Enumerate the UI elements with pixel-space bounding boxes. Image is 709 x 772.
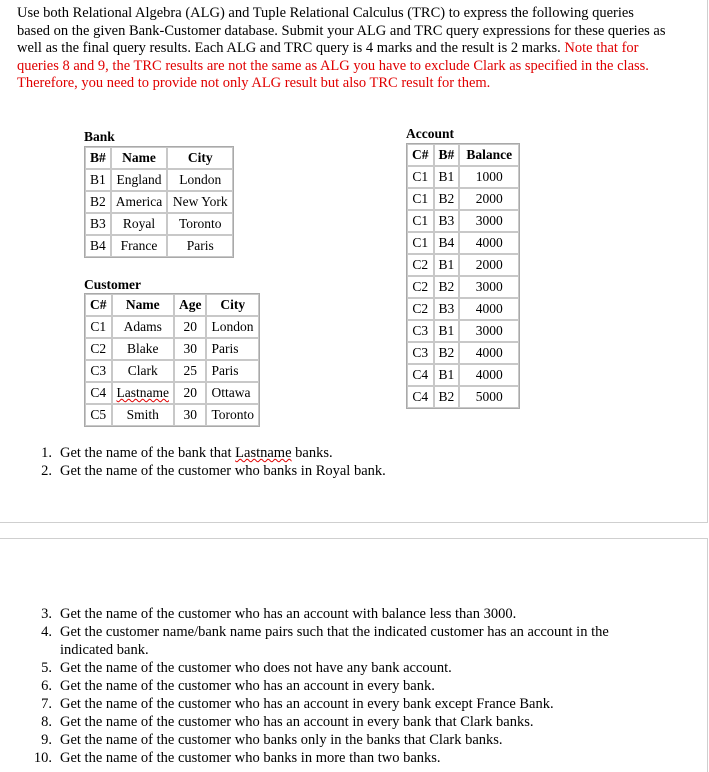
query-number: 8.: [41, 714, 52, 730]
table-cell: B2: [434, 276, 460, 298]
table-cell: London: [167, 169, 233, 191]
query-text: Get the name of the customer who banks in more than two banks.: [60, 750, 441, 766]
column-header: C#: [407, 144, 434, 166]
table-cell: C1: [407, 232, 434, 254]
header-row: [407, 144, 519, 166]
column-header: Name: [111, 147, 167, 169]
table-cell: B4: [434, 232, 460, 254]
table-cell: B3: [434, 298, 460, 320]
table-cell: Royal: [111, 213, 167, 235]
table-cell: 4000: [459, 364, 519, 386]
table-row: [407, 298, 519, 320]
table-cell: Paris: [206, 360, 259, 382]
table-row: [85, 213, 233, 235]
table-row: [407, 210, 519, 232]
query-text: Get the name of the customer who has an account in every bank.: [60, 678, 435, 694]
table-cell: 2000: [459, 254, 519, 276]
table-cell: 25: [174, 360, 207, 382]
table-cell: B3: [85, 213, 111, 235]
table-cell: 3000: [459, 320, 519, 342]
table-row: [407, 364, 519, 386]
query-text: Get the name of the customer who banks in Royal bank.: [60, 463, 386, 479]
query-number: 10.: [33, 750, 52, 766]
table-cell: B2: [434, 342, 460, 364]
table-cell: Paris: [167, 235, 233, 257]
table-cell: 3000: [459, 210, 519, 232]
query-text-end: banks.: [291, 445, 333, 461]
table-cell: America: [111, 191, 167, 213]
table-cell: C3: [85, 360, 112, 382]
table-cell: 5000: [459, 386, 519, 408]
table-cell: New York: [167, 191, 233, 213]
query-text: Get the name of the customer who has an account in every bank that Clark banks.: [60, 714, 534, 730]
query-number: 1.: [41, 445, 52, 461]
column-header: C#: [85, 294, 112, 316]
table-cell: Clark: [112, 360, 174, 382]
table-cell: B2: [434, 386, 460, 408]
table-cell: B1: [434, 254, 460, 276]
header-row: [85, 294, 259, 316]
table-cell: B3: [434, 210, 460, 232]
table-cell: C4: [85, 382, 112, 404]
query-item: [17, 462, 687, 480]
table-cell: C2: [85, 338, 112, 360]
table-cell: C1: [85, 316, 112, 338]
column-header: City: [206, 294, 259, 316]
table-row: [85, 191, 233, 213]
table-cell: B2: [85, 191, 111, 213]
column-header: Balance: [459, 144, 519, 166]
table-cell: 30: [174, 338, 207, 360]
table-cell: B2: [434, 188, 460, 210]
table-cell: Toronto: [167, 213, 233, 235]
table-cell: C1: [407, 188, 434, 210]
table-row: [407, 342, 519, 364]
query-list-page1: [17, 444, 687, 480]
table-cell: C4: [407, 386, 434, 408]
query-list-page2: [17, 605, 657, 767]
account-table: [406, 143, 520, 409]
table-row: [407, 232, 519, 254]
table-cell: C4: [407, 364, 434, 386]
query-item: [17, 695, 657, 713]
query-number: 4.: [41, 624, 52, 640]
table-cell: B1: [434, 364, 460, 386]
table-row: [407, 188, 519, 210]
table-row: [407, 276, 519, 298]
table-row: [85, 382, 259, 404]
table-cell: C1: [407, 166, 434, 188]
query-item: [17, 659, 657, 677]
query-number: 3.: [41, 606, 52, 622]
query-item: [17, 677, 657, 695]
account-table-title: Account: [406, 126, 454, 141]
column-header: B#: [434, 144, 460, 166]
table-cell: 4000: [459, 342, 519, 364]
table-cell: Adams: [112, 316, 174, 338]
query-number: 9.: [41, 732, 52, 748]
table-cell: 4000: [459, 298, 519, 320]
column-header: Age: [174, 294, 207, 316]
intro-text: Use both Relational Algebra (ALG) and Tuple Relational Calculus (TRC) to express the following queries based on the given Bank-Customer database. Submit your ALG and TRC query expressions for these queries as well as the final query results. Each ALG and TRC query is 4 marks and the result is 2 marks.: [17, 5, 666, 56]
table-cell: 3000: [459, 276, 519, 298]
table-cell: Ottawa: [206, 382, 259, 404]
customer-table-title: Customer: [84, 277, 141, 292]
customer-table: [84, 293, 260, 427]
column-header: B#: [85, 147, 111, 169]
query-text: Get the customer name/bank name pairs such that the indicated customer has an account in the indicated bank.: [60, 624, 609, 658]
query-text: Get the name of the customer who banks only in the banks that Clark banks.: [60, 732, 503, 748]
table-row: [407, 166, 519, 188]
table-cell: Paris: [206, 338, 259, 360]
table-row: [407, 254, 519, 276]
header-row: [85, 147, 233, 169]
query-text: Get the name of the customer who has an account with balance less than 3000.: [60, 606, 517, 622]
bank-table-title: Bank: [84, 129, 115, 144]
table-cell: C1: [407, 210, 434, 232]
table-cell: London: [206, 316, 259, 338]
table-cell: England: [111, 169, 167, 191]
table-row: [85, 404, 259, 426]
query-text: Get the name of the customer who has an account in every bank except France Bank.: [60, 696, 554, 712]
table-cell: B1: [434, 166, 460, 188]
table-cell: 4000: [459, 232, 519, 254]
query-number: 2.: [41, 463, 52, 479]
table-cell: C2: [407, 276, 434, 298]
misspelled-word: Lastname: [235, 445, 292, 461]
query-item: [17, 731, 657, 749]
query-item: [17, 713, 657, 731]
intro-note: Note that for queries 8 and 9, the TRC results are not the same as ALG you have to exclude Clark as specified in the class. Therefore, you need to provide not only ALG result but also TRC result for them.: [17, 40, 649, 91]
table-row: [407, 320, 519, 342]
table-cell: B1: [434, 320, 460, 342]
query-number: 7.: [41, 696, 52, 712]
table-cell: C2: [407, 254, 434, 276]
column-header: City: [167, 147, 233, 169]
misspelled-word: Lastname: [116, 385, 169, 400]
query-item: [17, 444, 687, 462]
query-number: 6.: [41, 678, 52, 694]
query-item: [17, 623, 657, 659]
table-row: [407, 386, 519, 408]
intro-paragraph: [17, 5, 667, 93]
table-cell: 20: [174, 316, 207, 338]
table-cell: [112, 382, 174, 404]
table-cell: B4: [85, 235, 111, 257]
table-cell: France: [111, 235, 167, 257]
table-cell: C3: [407, 342, 434, 364]
table-row: [85, 360, 259, 382]
table-row: [85, 169, 233, 191]
query-item: [17, 605, 657, 623]
query-text: Get the name of the bank that: [60, 445, 236, 461]
query-number: 5.: [41, 660, 52, 676]
table-row: [85, 235, 233, 257]
table-cell: C5: [85, 404, 112, 426]
table-cell: B1: [85, 169, 111, 191]
table-row: [85, 338, 259, 360]
table-cell: Smith: [112, 404, 174, 426]
bank-table: [84, 146, 234, 258]
table-cell: 20: [174, 382, 207, 404]
query-text: Get the name of the customer who does not have any bank account.: [60, 660, 452, 676]
column-header: Name: [112, 294, 174, 316]
table-cell: 2000: [459, 188, 519, 210]
table-cell: C3: [407, 320, 434, 342]
table-cell: Toronto: [206, 404, 259, 426]
table-cell: Blake: [112, 338, 174, 360]
table-cell: C2: [407, 298, 434, 320]
table-cell: 1000: [459, 166, 519, 188]
page-2: [0, 538, 708, 772]
query-item: [17, 749, 657, 767]
table-row: [85, 316, 259, 338]
table-cell: 30: [174, 404, 207, 426]
